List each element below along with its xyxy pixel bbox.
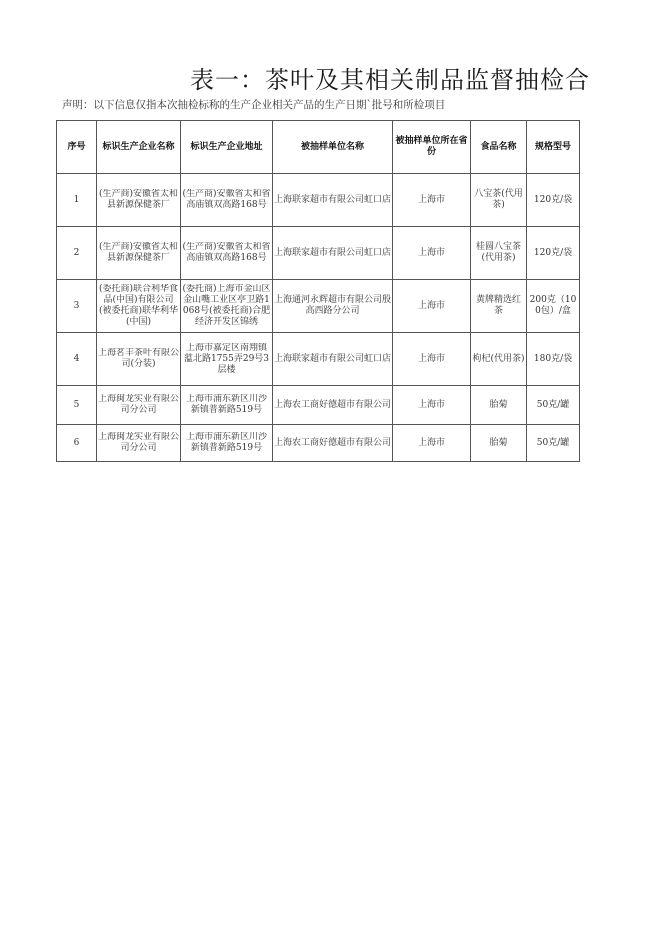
cell-address	[181, 280, 273, 333]
cell-producer-text: 上海闽龙实业有限公司分公司	[98, 394, 179, 415]
document-title: 表一：茶叶及其相关制品监督抽检合	[190, 66, 590, 94]
table-header-row	[57, 121, 580, 174]
cell-producer	[97, 425, 181, 462]
cell-sampled-unit: 上海通河永辉超市有限公司殷高西路分公司	[273, 280, 393, 333]
cell-producer-text: 上海闽龙实业有限公司分公司	[98, 432, 179, 453]
cell-address-text: (生产商)安徽省太和省高庙镇双高路168号	[182, 189, 271, 210]
cell-seq: 2	[57, 227, 97, 280]
cell-province: 上海市	[393, 386, 471, 425]
header-province: 被抽样单位所在省份	[393, 121, 471, 174]
cell-sampled-unit: 上海联家超市有限公司虹口店	[273, 174, 393, 227]
cell-address-text: 上海市嘉定区南翔镇蕰北路1755弄29号3层楼	[183, 342, 270, 375]
cell-address-text: (委托商)上海市金山区金山嘴工业区亭卫路1068号(被委托商)合肥经济开发区锦绣	[182, 284, 271, 327]
cell-producer-text: 上海茗丰茶叶有限公司(分装)	[98, 348, 179, 369]
cell-seq: 5	[57, 386, 97, 425]
header-sampled-unit: 被抽样单位名称	[273, 121, 393, 174]
cell-sampled-unit: 上海联家超市有限公司虹口店	[273, 227, 393, 280]
cell-address-text: 上海市浦东新区川沙新镇普新路519号	[185, 394, 267, 415]
cell-spec: 180克/袋	[527, 333, 580, 386]
cell-producer	[97, 333, 181, 386]
cell-producer	[97, 386, 181, 425]
header-food: 食品名称	[471, 121, 527, 174]
cell-province: 上海市	[393, 227, 471, 280]
cell-spec: 50克/罐	[527, 386, 580, 425]
cell-spec: 120克/袋	[527, 227, 580, 280]
cell-producer-text: (生产商)安徽省太和县新源保健茶厂	[98, 189, 179, 210]
cell-producer-text: (委托商)联合利华食品(中国)有限公司(被委托商)联华利华(中国)	[98, 284, 179, 327]
header-producer: 标识生产企业名称	[97, 121, 181, 174]
cell-seq: 4	[57, 333, 97, 386]
cell-food: 桂圆八宝茶(代用茶)	[471, 227, 527, 280]
header-address: 标识生产企业地址	[181, 121, 273, 174]
table-row	[57, 333, 580, 386]
cell-spec: 200克（100包）/盒	[527, 280, 580, 333]
cell-province: 上海市	[393, 174, 471, 227]
cell-producer	[97, 174, 181, 227]
table-row	[57, 174, 580, 227]
table-row	[57, 386, 580, 425]
cell-seq: 1	[57, 174, 97, 227]
cell-address	[181, 386, 273, 425]
cell-seq: 3	[57, 280, 97, 333]
cell-food: 胎菊	[471, 425, 527, 462]
cell-food: 枸杞(代用茶)	[471, 333, 527, 386]
cell-producer	[97, 280, 181, 333]
cell-address-text: (生产商)安徽省太和省高庙镇双高路168号	[182, 242, 271, 263]
cell-sampled-unit: 上海联家超市有限公司虹口店	[273, 333, 393, 386]
inspection-table	[56, 120, 580, 462]
cell-province: 上海市	[393, 425, 471, 462]
cell-address-text: 上海市浦东新区川沙新镇普新路519号	[185, 432, 267, 453]
cell-sampled-unit: 上海农工商好德超市有限公司	[273, 425, 393, 462]
cell-address	[181, 333, 273, 386]
cell-province: 上海市	[393, 333, 471, 386]
cell-address	[181, 425, 273, 462]
cell-food: 八宝茶(代用茶)	[471, 174, 527, 227]
cell-producer-text: (生产商)安徽省太和县新源保健茶厂	[98, 242, 179, 263]
table-row	[57, 425, 580, 462]
cell-province: 上海市	[393, 280, 471, 333]
cell-food: 胎菊	[471, 386, 527, 425]
table-row	[57, 227, 580, 280]
cell-food: 黄牌精选红茶	[471, 280, 527, 333]
cell-address	[181, 174, 273, 227]
cell-sampled-unit: 上海农工商好德超市有限公司	[273, 386, 393, 425]
header-spec: 规格型号	[527, 121, 580, 174]
cell-seq: 6	[57, 425, 97, 462]
cell-spec: 50克/罐	[527, 425, 580, 462]
disclaimer-note: 声明：以下信息仅指本次抽检标称的生产企业相关产品的生产日期`批号和所检项目	[62, 99, 446, 111]
header-seq: 序号	[57, 121, 97, 174]
cell-address	[181, 227, 273, 280]
cell-spec: 120克/袋	[527, 174, 580, 227]
cell-producer	[97, 227, 181, 280]
table-row	[57, 280, 580, 333]
